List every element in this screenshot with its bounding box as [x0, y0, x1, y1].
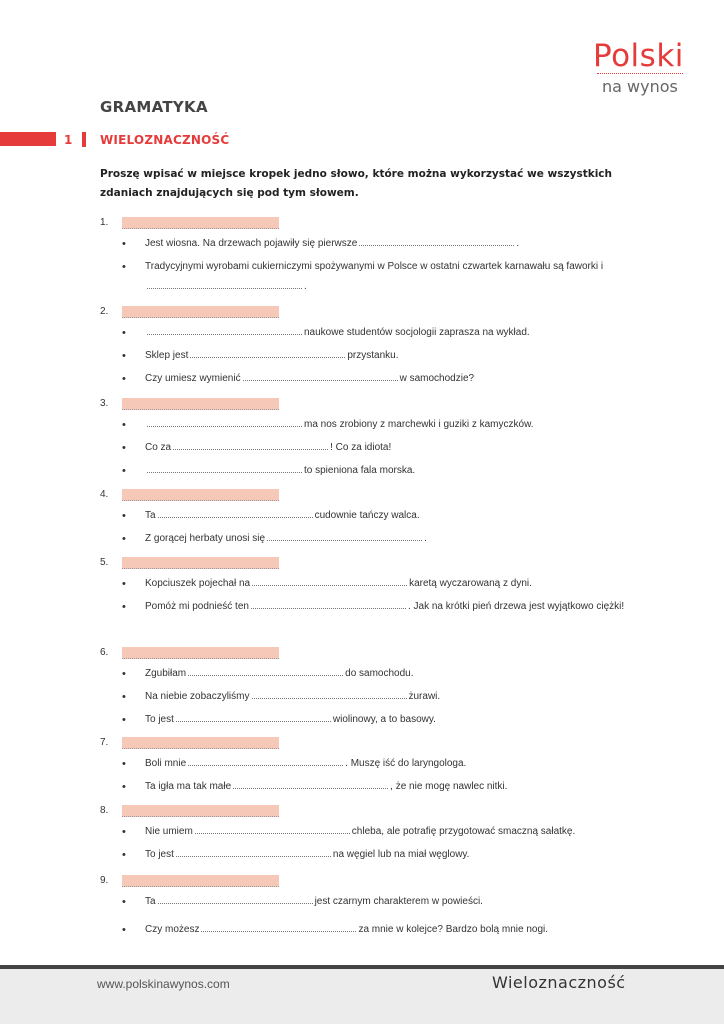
sentence-before-gap: To jest: [145, 849, 174, 860]
bullet-icon: •: [122, 714, 126, 726]
example-sentence: [122, 415, 642, 435]
exercise-instruction: Proszę wpisać w miejsce kropek jedno słowo, które można wykorzystać we wszystkich zdaniach znajdujących się pod tym słowem.: [100, 168, 612, 199]
blank-gap[interactable]: [201, 921, 356, 932]
answer-field[interactable]: [122, 647, 279, 659]
sentence-before-gap: Z gorącej herbaty unosi się: [145, 533, 266, 544]
blank-gap[interactable]: [243, 370, 398, 381]
sentence-text: [145, 461, 642, 481]
sentence-after-gap: w samochodzie?: [399, 373, 475, 384]
blank-gap[interactable]: [147, 462, 302, 473]
bullet-icon: •: [122, 578, 126, 590]
example-sentence: [122, 506, 642, 526]
example-sentence: [122, 687, 642, 707]
example-sentence: [122, 461, 642, 481]
sentence-after-gap: żurawi.: [408, 691, 441, 702]
sentence-before-gap: Ta: [145, 896, 156, 907]
answer-field[interactable]: [122, 306, 279, 318]
blank-gap[interactable]: [158, 507, 313, 518]
sentence-after-gap: .: [304, 281, 307, 292]
sentence-text: [145, 438, 642, 458]
sentence-after-gap: naukowe studentów socjologii zaprasza na wykład.: [304, 327, 530, 338]
sentence-after-gap: jest czarnym charakterem w powieści.: [314, 896, 483, 907]
sentence-text: [145, 346, 642, 366]
example-sentence: [122, 822, 642, 842]
bullet-icon: •: [122, 510, 126, 522]
bullet-icon: •: [122, 781, 126, 793]
item-number: 9.: [100, 875, 109, 886]
example-sentence: [122, 257, 642, 297]
section-title: GRAMATYKA: [100, 98, 208, 116]
sentence-before-gap: Kopciuszek pojechał na: [145, 578, 251, 589]
sentence-after-gap: .: [424, 533, 427, 544]
sentence-after-gap: to spieniona fala morska.: [304, 465, 416, 476]
item-number: 2.: [100, 306, 109, 317]
example-sentence: [122, 574, 642, 594]
item-number: 5.: [100, 557, 109, 568]
bullet-icon: •: [122, 691, 126, 703]
blank-gap[interactable]: [233, 778, 388, 789]
sentence-text: [145, 597, 642, 617]
bullet-icon: •: [122, 261, 126, 273]
item-number: 4.: [100, 489, 109, 500]
bullet-icon: •: [122, 442, 126, 454]
sentence-before-gap: Co za: [145, 442, 172, 453]
bullet-icon: •: [122, 601, 126, 613]
sentence-before-gap: Nie umiem: [145, 826, 193, 837]
sentence-text: [145, 920, 642, 940]
sentence-after-gap: .: [516, 238, 520, 249]
blank-gap[interactable]: [158, 893, 313, 904]
bullet-icon: •: [122, 896, 126, 908]
sentence-text: [145, 687, 642, 707]
bullet-icon: •: [122, 668, 126, 680]
sentence-before-gap: Zgubiłam: [145, 668, 187, 679]
example-sentence: [122, 710, 642, 730]
answer-field[interactable]: [122, 217, 279, 229]
logo-sub-text: na wynos: [602, 77, 678, 96]
blank-gap[interactable]: [176, 846, 331, 857]
blank-gap[interactable]: [195, 823, 350, 834]
bullet-icon: •: [122, 350, 126, 362]
bullet-icon: •: [122, 327, 126, 339]
sentence-text: [145, 754, 642, 774]
sentence-text: [145, 257, 642, 297]
sentence-after-gap: karetą wyczarowaną z dyni.: [409, 578, 532, 589]
sentence-before-gap: Czy umiesz wymienić: [145, 373, 241, 384]
blank-gap[interactable]: [188, 665, 343, 676]
logo-main-text: Polski: [593, 38, 684, 74]
sentence-text: [145, 415, 642, 435]
sentence-before-gap: Pomóż mi podnieść ten: [145, 601, 249, 612]
bullet-icon: •: [122, 373, 126, 385]
sentence-before-gap: Ta igła ma tak małe: [145, 781, 232, 792]
bullet-icon: •: [122, 533, 126, 545]
sentence-text: [145, 892, 642, 912]
blank-gap[interactable]: [252, 688, 407, 699]
example-sentence: [122, 346, 642, 366]
sentence-text: [145, 574, 642, 594]
exercise-number: 1: [64, 133, 73, 147]
exercise-title: WIELOZNACZNOŚĆ: [100, 133, 230, 147]
example-sentence: [122, 920, 642, 940]
answer-field[interactable]: [122, 557, 279, 569]
sentence-before-gap: Jest wiosna. Na drzewach pojawiły się pierwsze: [145, 238, 358, 249]
sentence-text: [145, 234, 642, 254]
exercise-accent-bar: [0, 132, 56, 146]
blank-gap[interactable]: [190, 347, 345, 358]
sentence-after-gap: wiolinowy, a to basowy.: [332, 714, 436, 725]
sentence-before-gap: Na niebie zobaczyliśmy: [145, 691, 250, 702]
sentence-before-gap: Tradycyjnymi wyrobami cukierniczymi spożywanymi w Polsce w ostatni czwartek karnawału są faworki i: [145, 261, 604, 272]
sentence-after-gap: , że nie mogę nawlec nitki.: [390, 781, 508, 792]
item-number: 7.: [100, 737, 109, 748]
blank-gap[interactable]: [359, 235, 514, 246]
bullet-icon: •: [122, 826, 126, 838]
sentence-text: [145, 710, 642, 730]
item-number: 6.: [100, 647, 109, 658]
sentence-after-gap: ma nos zrobiony z marchewki i guziki z kamyczków.: [304, 419, 534, 430]
sentence-text: [145, 845, 642, 865]
bullet-icon: •: [122, 419, 126, 431]
example-sentence: [122, 234, 642, 254]
sentence-after-gap: chleba, ale potrafię przygotować smaczną sałatkę.: [351, 826, 576, 837]
answer-field[interactable]: [122, 737, 279, 749]
bullet-icon: •: [122, 849, 126, 861]
footer-url: www.polskinawynos.com: [97, 977, 230, 991]
sentence-before-gap: Ta: [145, 510, 156, 521]
blank-gap[interactable]: [251, 598, 406, 609]
example-sentence: [122, 323, 642, 343]
sentence-before-gap: Czy możesz: [145, 924, 200, 935]
example-sentence: [122, 438, 642, 458]
sentence-after-gap: za mnie w kolejce? Bardzo bolą mnie nogi.: [358, 924, 548, 935]
answer-field[interactable]: [122, 489, 279, 501]
bullet-icon: •: [122, 924, 126, 936]
example-sentence: [122, 777, 642, 797]
sentence-text: [145, 369, 642, 389]
bullet-icon: •: [122, 465, 126, 477]
sentence-after-gap: cudownie tańczy walca.: [314, 510, 420, 521]
blank-gap[interactable]: [147, 324, 302, 335]
sentence-text: [145, 323, 642, 343]
exercise-divider: [82, 132, 86, 147]
item-number: 3.: [100, 398, 109, 409]
sentence-text: [145, 822, 642, 842]
sentence-after-gap: . Jak na krótki pień drzewa jest wyjątkowo ciężki!: [407, 601, 625, 612]
sentence-after-gap: . Muszę iść do laryngologa.: [345, 758, 467, 769]
sentence-text: [145, 529, 642, 549]
sentence-after-gap: ! Co za idiota!: [330, 442, 392, 453]
blank-gap[interactable]: [267, 530, 422, 541]
answer-field[interactable]: [122, 875, 279, 887]
item-number: 8.: [100, 805, 109, 816]
sentence-text: [145, 664, 642, 684]
sentence-after-gap: przystanku.: [347, 350, 399, 361]
example-sentence: [122, 597, 642, 617]
example-sentence: [122, 664, 642, 684]
blank-gap[interactable]: [173, 439, 328, 450]
sentence-before-gap: Boli mnie: [145, 758, 187, 769]
bullet-icon: •: [122, 758, 126, 770]
sentence-before-gap: Sklep jest: [145, 350, 189, 361]
logo: [593, 40, 688, 96]
answer-field[interactable]: [122, 398, 279, 410]
blank-gap[interactable]: [188, 755, 343, 766]
bullet-icon: •: [122, 238, 126, 250]
example-sentence: [122, 892, 642, 912]
item-number: 1.: [100, 217, 109, 228]
blank-gap[interactable]: [176, 711, 331, 722]
blank-gap[interactable]: [147, 278, 302, 289]
example-sentence: [122, 529, 642, 549]
sentence-after-gap: do samochodu.: [345, 668, 414, 679]
example-sentence: [122, 845, 642, 865]
blank-gap[interactable]: [252, 575, 407, 586]
example-sentence: [122, 754, 642, 774]
footer-title: Wieloznaczność: [492, 973, 626, 992]
blank-gap[interactable]: [147, 416, 302, 427]
example-sentence: [122, 369, 642, 389]
sentence-after-gap: na węgiel lub na miał węglowy.: [332, 849, 470, 860]
sentence-text: [145, 777, 642, 797]
answer-field[interactable]: [122, 805, 279, 817]
sentence-before-gap: To jest: [145, 714, 174, 725]
sentence-text: [145, 506, 642, 526]
